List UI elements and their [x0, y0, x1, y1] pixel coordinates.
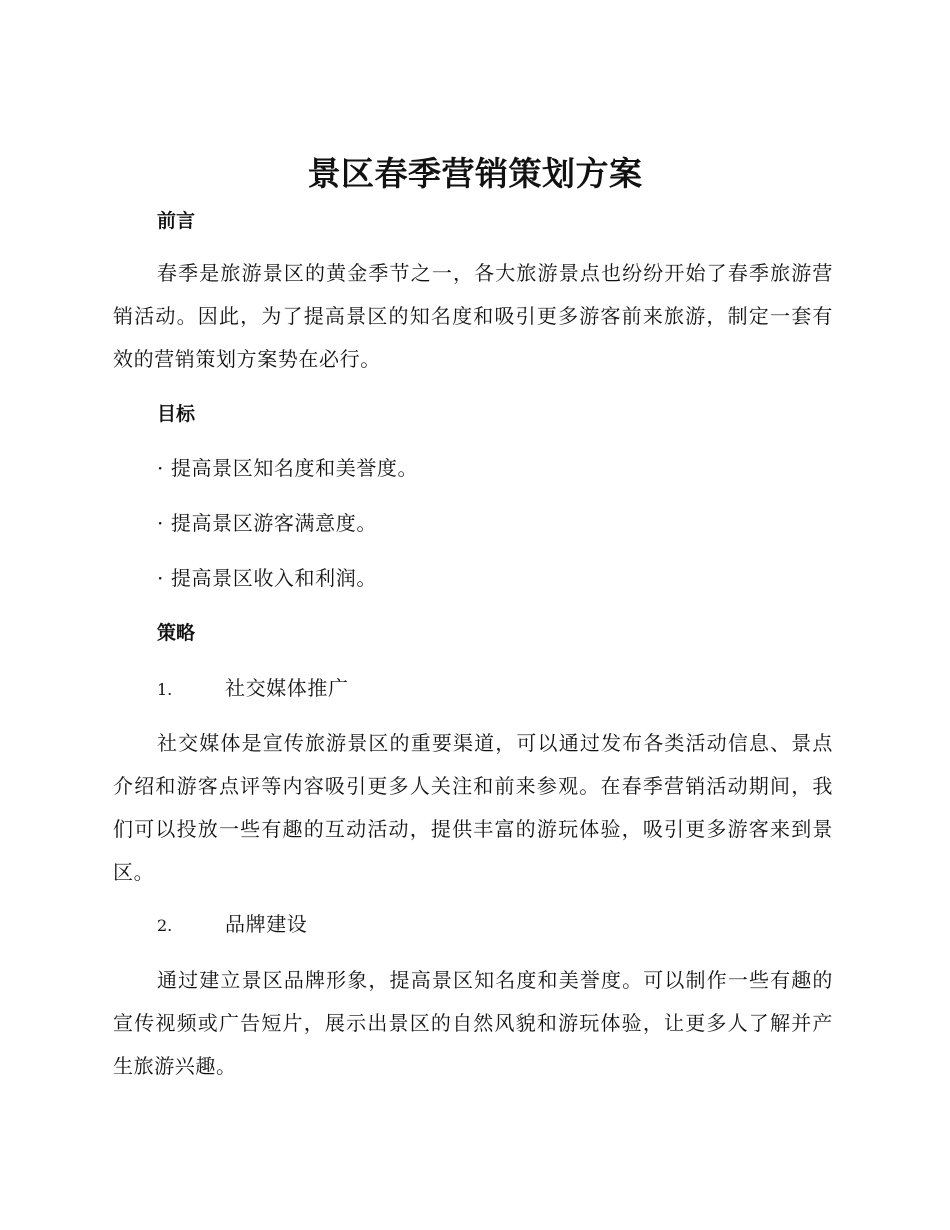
section-heading-goals: 目标: [157, 403, 196, 425]
strategy-item-label: 社交媒体推广: [225, 676, 349, 700]
section-heading-preface: 前言: [157, 210, 196, 232]
goal-item: · 提高景区收入和利润。: [157, 566, 377, 590]
strategy-item-number: 1.: [157, 680, 173, 699]
strategy-item-title: [157, 909, 307, 941]
strategy-item-label: 品牌建设: [225, 912, 308, 936]
document-title: 景区春季营销策划方案: [307, 154, 643, 193]
section-heading-strategy: 策略: [157, 622, 196, 644]
strategy-item-number: 2.: [157, 916, 173, 935]
strategy-item-paragraph: 通过建立景区品牌形象，提高景区知名度和美誉度。可以制作一些有趣的宣传视频或广告短片，展示出景区的自然风貌和游玩体验，让更多人了解并产生旅游兴趣。: [113, 968, 833, 1078]
strategy-item-title: [157, 673, 349, 705]
preface-paragraph: 春季是旅游景区的黄金季节之一，各大旅游景点也纷纷开始了春季旅游营销活动。因此，为了提高景区的知名度和吸引更多游客前来旅游，制定一套有效的营销策划方案势在必行。: [113, 261, 833, 371]
goal-item: · 提高景区知名度和美誉度。: [157, 456, 419, 480]
strategy-item-paragraph: 社交媒体是宣传旅游景区的重要渠道，可以通过发布各类活动信息、景点介绍和游客点评等内容吸引更多人关注和前来参观。在春季营销活动期间，我们可以投放一些有趣的互动活动，提供丰富的游玩体验，吸引更多游客来到景区。: [113, 731, 833, 884]
goal-item: · 提高景区游客满意度。: [157, 511, 377, 535]
